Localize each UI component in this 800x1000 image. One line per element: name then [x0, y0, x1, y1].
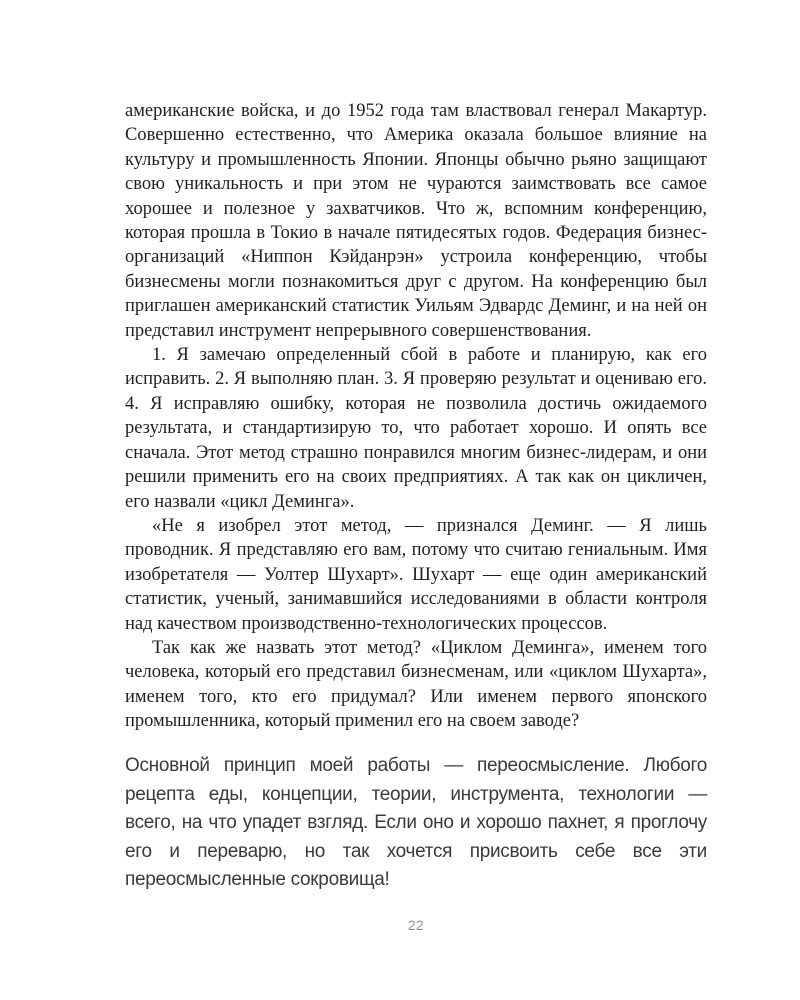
- page-number: 22: [407, 918, 425, 933]
- main-text-column: [125, 99, 707, 734]
- paragraph-author-note: Основной принцип моей работы — переосмысление. Любого рецепта еды, концепции, теории, инструмента, технологии — всего, на что упадет взгляд. Если оно и хорошо пахнет, я проглочу его и переварю, но так хочется присвоить себе все эти переосмысленные сокровища!: [125, 755, 707, 891]
- paragraph-deming-cycle-steps: 1. Я замечаю определенный сбой в работе и планирую, как его исправить. 2. Я выполняю план. 3. Я проверяю результат и оцениваю его. 4. Я исправляю ошибку, которая не позволила достичь ожидаемого результата, и стандартизирую то, что работает хорошо. И опять все сначала. Этот метод страшно понравился многим бизнес-лидерам, и они решили применить его на своих предприятиях. А так как он цикличен, его назвали «цикл Деминга».: [125, 345, 707, 512]
- paragraph-naming-question: Так как же назвать этот метод? «Циклом Деминга», именем того человека, который его представил бизнесменам, или «циклом Шухарта», именем того, кто его придумал? Или именем первого японского промышленника, который применил его на своем заводе?: [125, 637, 707, 732]
- paragraph-deming-quote: «Не я изобрел этот метод, — признался Деминг. — Я лишь проводник. Я представляю его вам, потому что считаю гениальным. Имя изобретателя — Уолтер Шухарт». Шухарт — еще один американский статистик, ученый, занимавшийся исследованиями в области контроля над качеством производственно-технологических процессов.: [125, 515, 707, 634]
- author-note-column: [125, 752, 707, 895]
- paragraph-japan-history: американские войска, и до 1952 года там властвовал генерал Макартур. Совершенно естественно, что Америка оказала большое влияние на культуру и промышленность Японии. Японцы обычно рьяно защищают свою уникальность и при этом не чураются заимствовать все самое хорошее и полезное у захватчиков. Что ж, вспомним конференцию, которая прошла в Токио в начале пятидесятых годов. Федерация бизнес-организаций «Ниппон Кэйданрэн» устроила конференцию, чтобы бизнесмены могли познакомиться друг с другом. На конференцию был приглашен американский статистик Уильям Эдвардс Деминг, и на ней он представил инструмент непрерывного совершенствования.: [125, 101, 707, 341]
